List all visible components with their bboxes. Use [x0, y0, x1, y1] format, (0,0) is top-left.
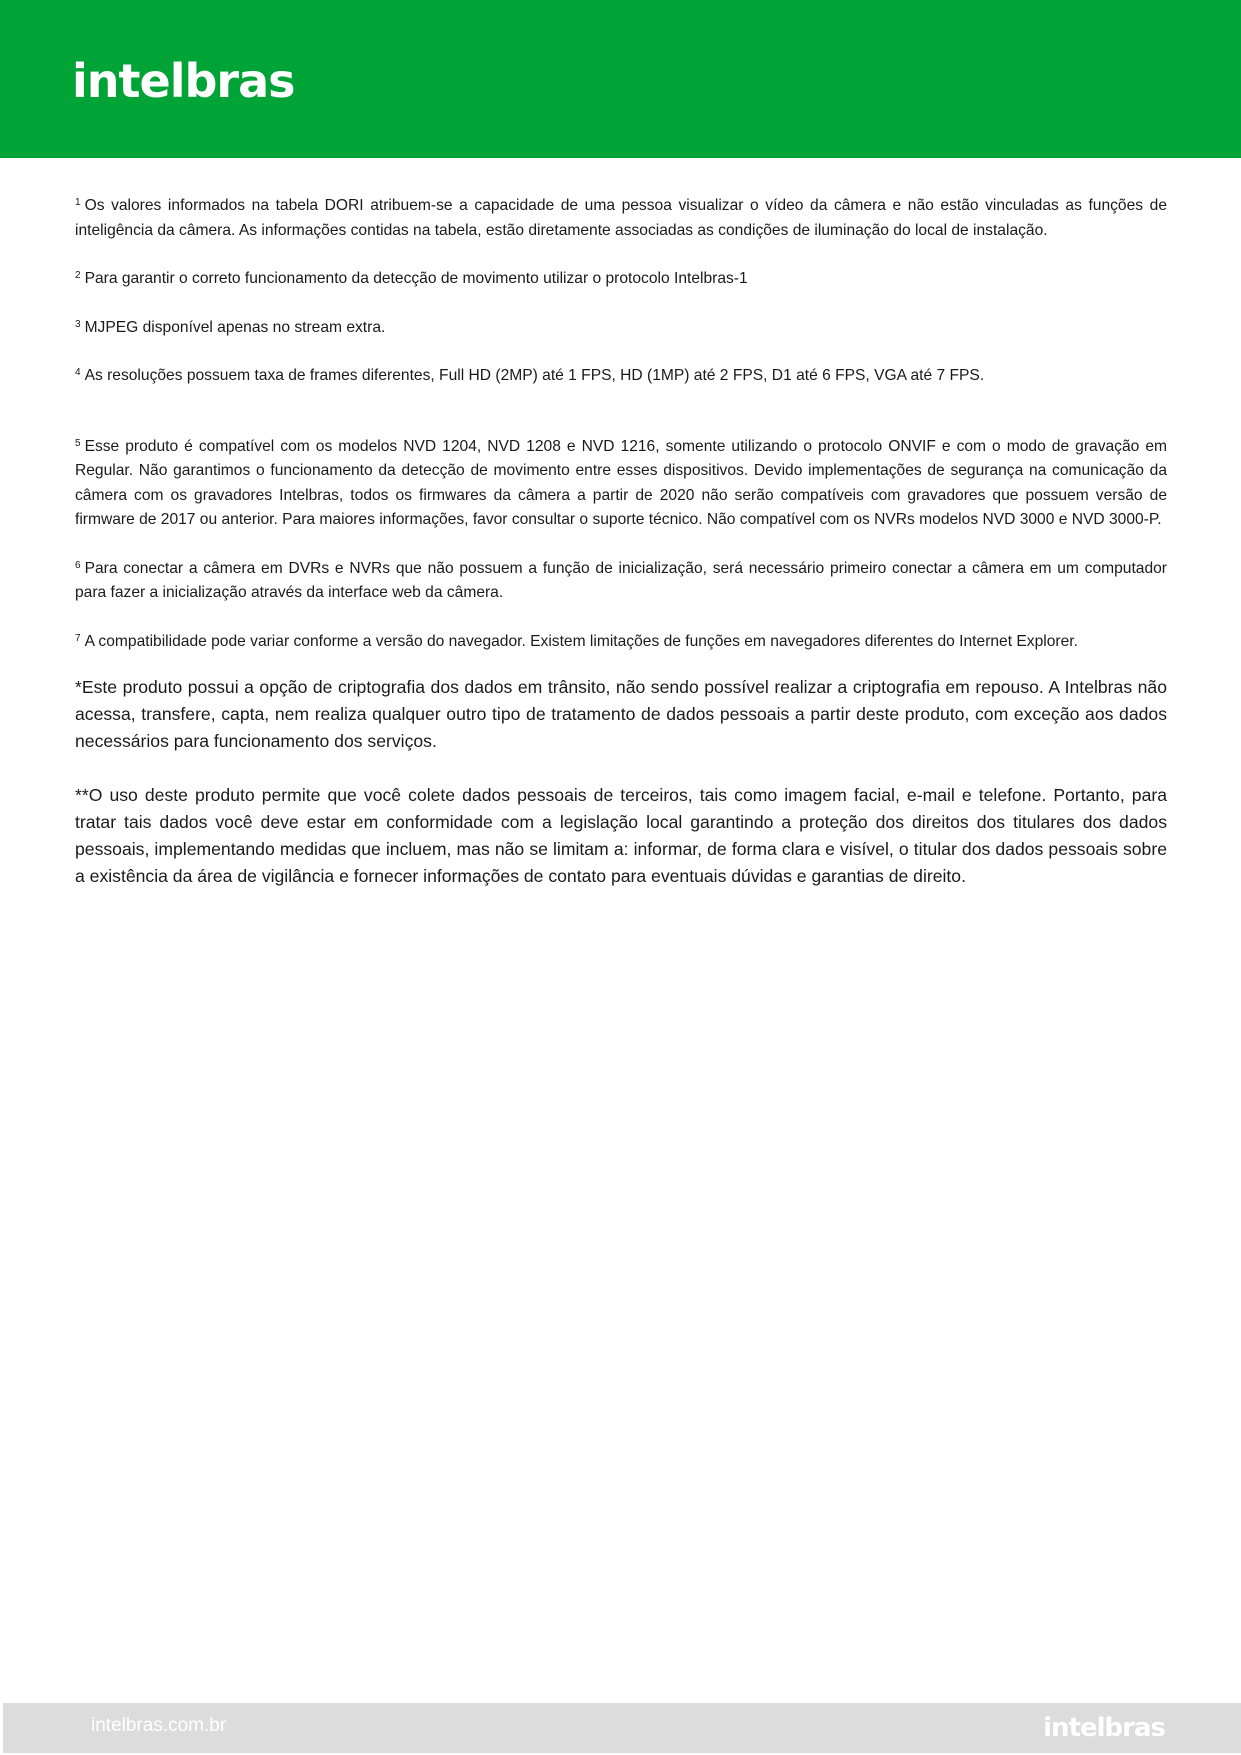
footnote-6	[75, 557, 1167, 606]
footnote-marker: 1	[75, 197, 81, 208]
privacy-notice-personal-data: **O uso deste produto permite que você colete dados pessoais de terceiros, tais como imagem facial, e-mail e telefone. Portanto, para tratar tais dados você deve estar em conformidade com a legislação local garantindo a proteção dos direitos dos titulares dos dados pessoais, implementando medidas que incluem, mas não se limitam a: informar, de forma clara e visível, o titular dos dados pessoais sobre a existência da área de vigilância e fornecer informações de contato para eventuais dúvidas e garantias de direito.	[75, 785, 1167, 886]
footnote-marker: 5	[75, 437, 81, 449]
footnote-4	[75, 364, 1167, 389]
footnote-marker: 6	[75, 559, 81, 571]
footnote-marker: 4	[75, 367, 81, 378]
footnote-text: A compatibilidade pode variar conforme a versão do navegador. Existem limitações de funções em navegadores diferentes do Internet Explorer.	[84, 632, 1078, 650]
footnote-marker: 2	[75, 270, 81, 281]
footnote-3	[75, 316, 1167, 341]
footer-website-link[interactable]: intelbras.com.br	[91, 1715, 227, 1736]
footnote-text: As resoluções possuem taxa de frames diferentes, Full HD (2MP) até 1 FPS, HD (1MP) até 2 FPS, D1 até 6 FPS, VGA até 7 FPS.	[84, 367, 985, 384]
footnote-marker: 3	[75, 318, 81, 330]
footnote-text: MJPEG disponível apenas no stream extra.	[84, 318, 386, 336]
footnote-2	[75, 267, 1167, 292]
footnote-marker: 7	[75, 632, 81, 644]
footnote-5	[75, 435, 1167, 533]
footnote-1	[75, 194, 1167, 243]
privacy-notice-encryption: *Este produto possui a opção de criptografia dos dados em trânsito, não sendo possível realizar a criptografia em repouso. A Intelbras não acessa, transfere, capta, nem realiza qualquer outro tipo de tratamento de dados pessoais a partir deste produto, com exceção aos dados necessários para funcionamento dos serviços.	[75, 677, 1167, 751]
header-bar	[0, 0, 1241, 158]
document-body	[75, 194, 1167, 890]
footnote-text: Os valores informados na tabela DORI atribuem-se a capacidade de uma pessoa visualizar o vídeo da câmera e não estão vinculadas as funções de inteligência da câmera. As informações contidas na tabela, estão diretamente associadas as condições de iluminação do local de instalação.	[75, 197, 1167, 239]
footnote-text: Esse produto é compatível com os modelos NVD 1204, NVD 1208 e NVD 1216, somente utilizando o protocolo ONVIF e com o modo de gravação em Regular. Não garantimos o funcionamento da detecção de movimento entre esses dispositivos. Devido implementações de segurança na comunicação da câmera com os gravadores Intelbras, todos os firmwares da câmera a partir de 2020 não serão compatíveis com gravadores que possuem versão de firmware de 2017 ou anterior. Para maiores informações, favor consultar o suporte técnico. Não compatível com os NVRs modelos NVD 3000 e NVD 3000-P.	[75, 437, 1167, 528]
footnote-text: Para garantir o correto funcionamento da detecção de movimento utilizar o protocolo Intelbras-1	[84, 270, 748, 287]
intelbras-logo: intelbras	[72, 54, 295, 108]
footnote-7	[75, 630, 1167, 655]
footer-intelbras-logo: intelbras	[1043, 1713, 1165, 1743]
footer-bar	[3, 1703, 1241, 1753]
footnote-text: Para conectar a câmera em DVRs e NVRs que não possuem a função de inicialização, será necessário primeiro conectar a câmera em um computador para fazer a inicialização através da interface web da câmera.	[75, 559, 1167, 601]
